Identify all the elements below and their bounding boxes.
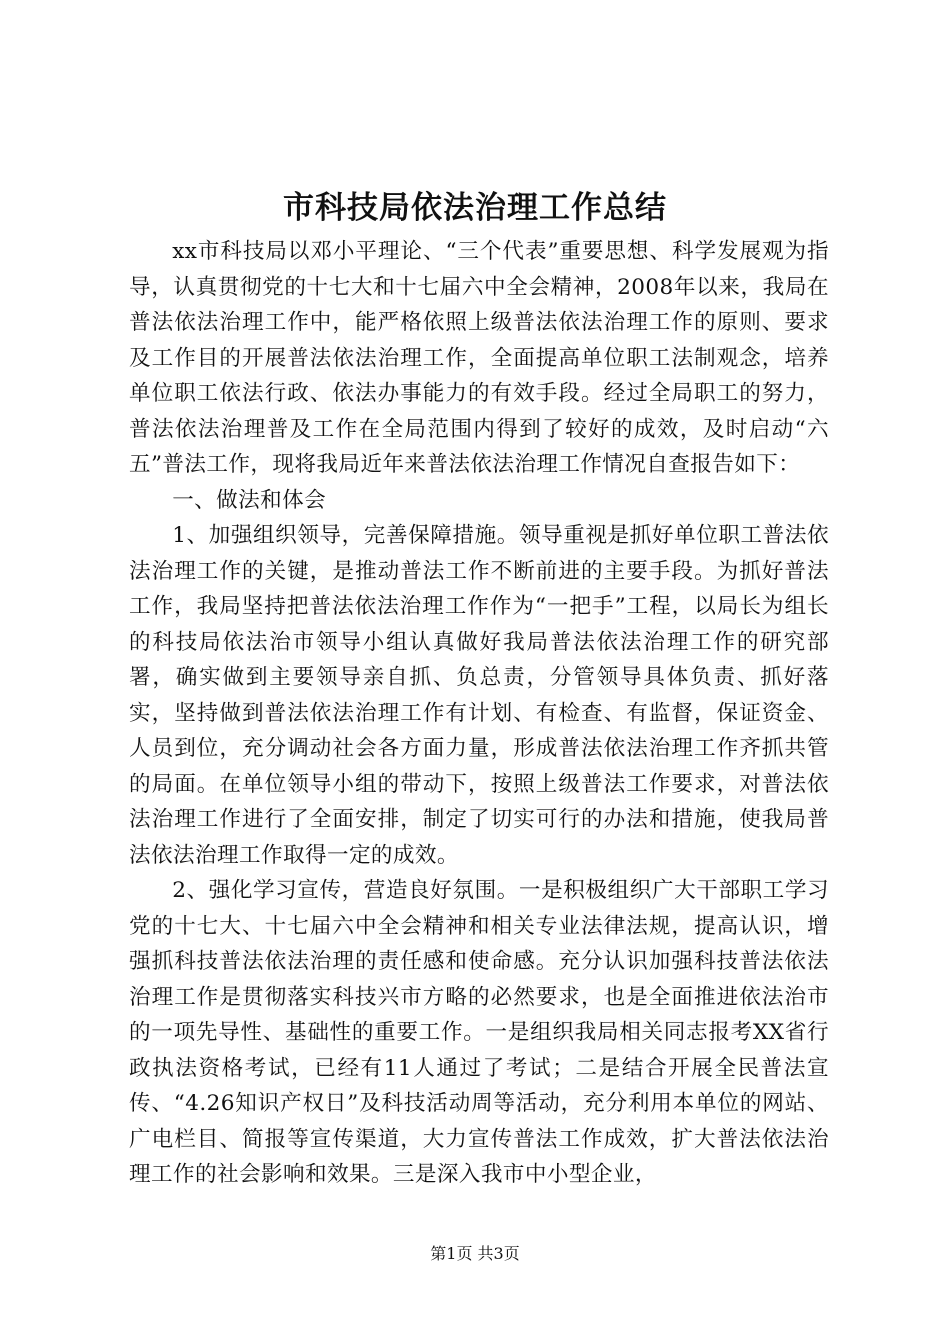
document-title: 市科技局依法治理工作总结 xyxy=(283,190,667,226)
section-heading: 一、做法和体会 xyxy=(172,487,327,513)
paragraph-organization: 1、加强组织领导，完善保障措施。领导重视是抓好单位职工普法依法治理工作的关键，是推动普法工作不断前进的主要手段。为抓好普法工作，我局坚持把普法依法治理工作作为“一把手”工程，以局长为组长的科技局依法治市领导小组认真做好我局普法依法治理工作的研究部署，确实做到主要领导亲自抓、负总责，分管领导具体负责、抓好落实，坚持做到普法依法治理工作有计划、有检查、有监督，保证资金、人员到位，充分调动社会各方面力量，形成普法依法治理工作齐抓共管的局面。在单位领导小组的带动下，按照上级普法工作要求，对普法依法治理工作进行了全面安排，制定了切实可行的办法和措施，使我局普法依法治理工作取得一定的成效。 xyxy=(129,523,829,868)
document-body xyxy=(129,234,829,1193)
intro-paragraph: xx市科技局以邓小平理论、“三个代表”重要思想、科学发展观为指导，认真贯彻党的十七大和十七届六中全会精神，2008年以来，我局在普法依法治理工作中，能严格依照上级普法依法治理工作的原则、要求及工作目的开展普法依法治理工作，全面提高单位职工法制观念，培养单位职工依法行政、依法办事能力的有效手段。经过全局职工的努力，普法依法治理普及工作在全局范围内得到了较好的成效，及时启动“六五”普法工作，现将我局近年来普法依法治理工作情况自查报告如下： xyxy=(129,239,829,477)
paragraph-publicity: 2、强化学习宣传，营造良好氛围。一是积极组织广大干部职工学习党的十七大、十七届六中全会精神和相关专业法律法规，提高认识，增强抓科技普法依法治理的责任感和使命感。充分认识加强科技普法依法治理工作是贯彻落实科技兴市方略的必然要求，也是全面推进依法治市的一项先导性、基础性的重要工作。一是组织我局相关同志报考XX省行政执法资格考试，已经有11人通过了考试；二是结合开展全民普法宣传、“4.26知识产权日”及科技活动周等活动，充分利用本单位的网站、广电栏目、简报等宣传渠道，大力宣传普法工作成效，扩大普法依法治理工作的社会影响和效果。三是深入我市中小型企业， xyxy=(129,878,829,1187)
page-number: 第1页 共3页 xyxy=(430,1244,520,1263)
